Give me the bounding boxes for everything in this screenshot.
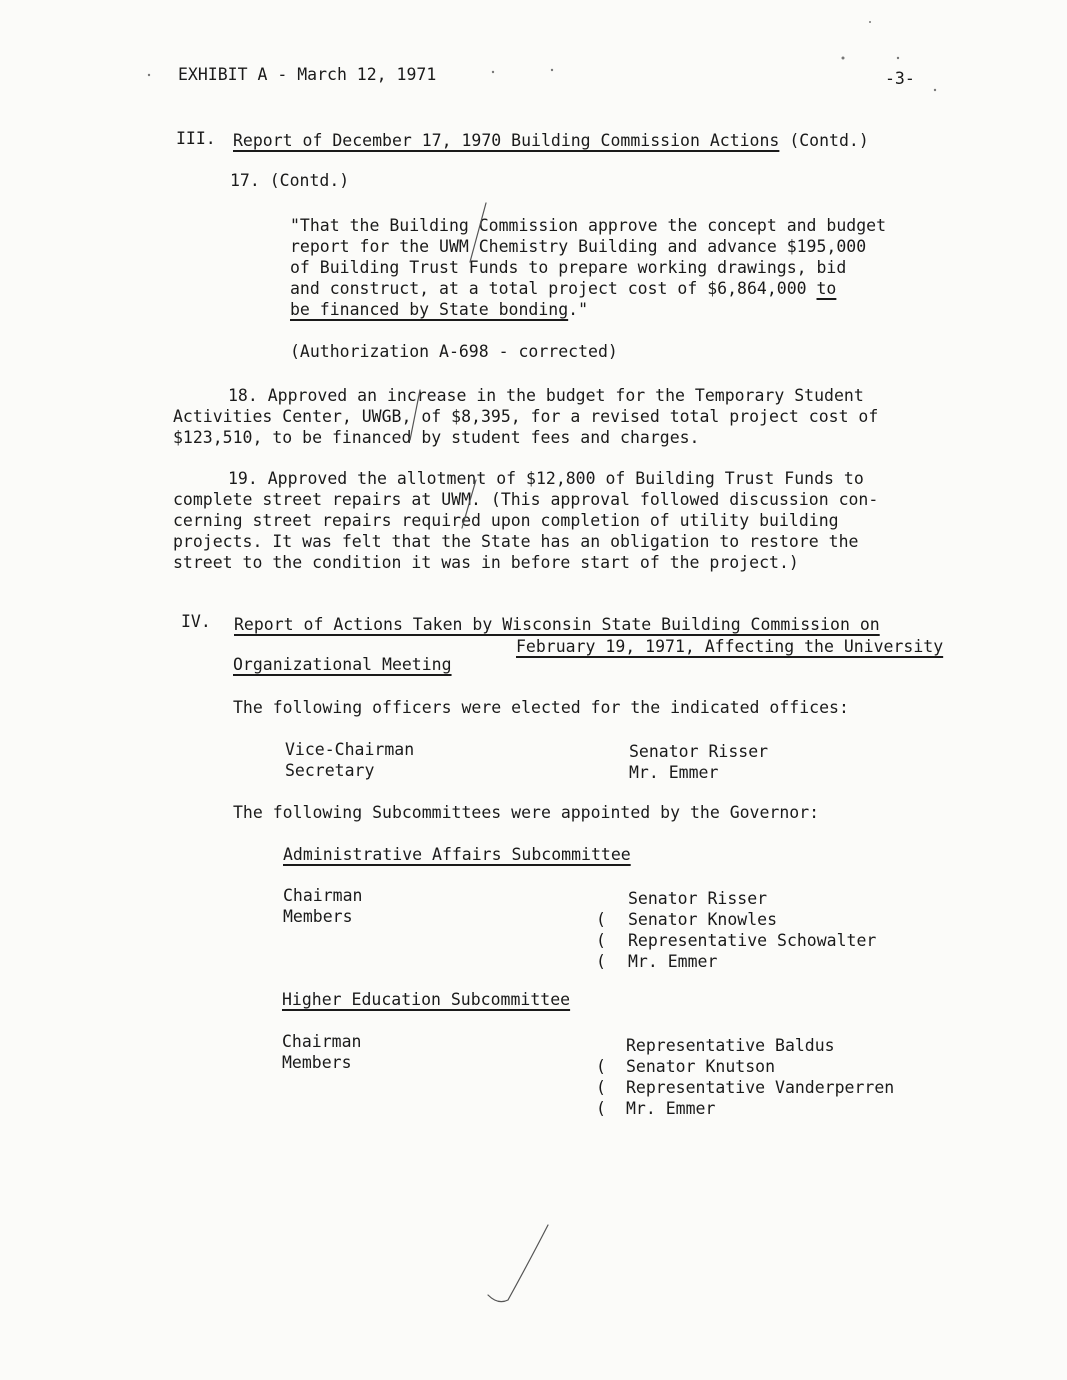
speck (492, 71, 494, 73)
admin-subcommittee-title: Administrative Affairs Subcommittee (283, 845, 631, 864)
item-17-quote-line: report for the UWM Chemistry Building and advance $195,000 (290, 237, 867, 256)
subcommittees-intro: The following Subcommittees were appointed by the Governor: (233, 803, 820, 822)
item-19-line: projects. It was felt that the State has an obligation to restore the (173, 532, 859, 551)
member-bracket: ( (596, 910, 606, 929)
item-18-line: $123,510, to be financed by student fees and charges. (173, 428, 700, 447)
item-19-line: street to the condition it was in before start of the project.) (173, 553, 799, 572)
member-bracket: ( (596, 931, 606, 950)
member-bracket: ( (596, 1099, 606, 1118)
officer-name: Senator Risser (629, 742, 769, 761)
section-3-title-text: Report of December 17, 1970 Building Commission Actions (233, 131, 780, 150)
item-17-quote-underlined-to: to (816, 279, 837, 298)
member-bracket: ( (596, 952, 606, 971)
item-17-authorization: (Authorization A-698 - corrected) (290, 342, 618, 361)
page-number: -3- (885, 69, 915, 88)
section-4-title-line1: Report of Actions Taken by Wisconsin State Building Commission on (234, 615, 880, 634)
item-17-quote-end: ." (568, 300, 589, 319)
officer-office: Vice-Chairman (285, 740, 415, 759)
member-bracket: ( (596, 1078, 606, 1097)
item-18-line: 18. Approved an increase in the budget for the Temporary Student (228, 386, 864, 405)
higher-ed-subcommittee-title: Higher Education Subcommittee (282, 990, 571, 1009)
item-18-line: Activities Center, UWGB, of $8,395, for a revised total project cost of (173, 407, 879, 426)
speck (869, 21, 871, 23)
item-17-quote-line: "That the Building Commission approve the concept and budget (290, 216, 887, 235)
check-mark (488, 1225, 548, 1302)
item-19-line: 19. Approved the allotment of $12,800 of Building Trust Funds to (228, 469, 864, 488)
admin-chairman-label: Chairman (283, 886, 363, 905)
exhibit-header: EXHIBIT A - March 12, 1971 (178, 65, 437, 84)
section-4-subtitle: Organizational Meeting (233, 655, 452, 674)
speck (842, 57, 845, 60)
higher-ed-chairman-label: Chairman (282, 1032, 362, 1051)
section-3-title-suffix: (Contd.) (789, 131, 869, 150)
item-17-label: 17. (Contd.) (230, 171, 350, 190)
higher-ed-member-name: Senator Knutson (626, 1057, 776, 1076)
officers-intro: The following officers were elected for the indicated offices: (233, 698, 849, 717)
higher-ed-chairman-name: Representative Baldus (626, 1036, 835, 1055)
section-3-numeral: III. (176, 129, 216, 148)
officer-name: Mr. Emmer (629, 763, 719, 782)
higher-ed-member-name: Mr. Emmer (626, 1099, 716, 1118)
member-bracket: ( (596, 1057, 606, 1076)
section-4-title-line2: February 19, 1971, Affecting the University (516, 637, 944, 656)
item-17-quote-underlined-financing: be financed by State bonding (290, 300, 569, 319)
pen-slash-mark (470, 203, 486, 262)
speck (897, 57, 899, 59)
higher-ed-member-name: Representative Vanderperren (626, 1078, 895, 1097)
admin-chairman-name: Senator Risser (628, 889, 768, 908)
admin-members-label: Members (283, 907, 353, 926)
speck (148, 74, 150, 76)
item-17-quote-line-text: and construct, at a total project cost of $6,864,000 (290, 279, 807, 298)
item-17-quote-line: of Building Trust Funds to prepare working drawings, bid (290, 258, 847, 277)
admin-member-name: Senator Knowles (628, 910, 778, 929)
pen-slash-mark (410, 390, 420, 440)
officer-office: Secretary (285, 761, 375, 780)
section-4-numeral: IV. (181, 612, 211, 631)
higher-ed-members-label: Members (282, 1053, 352, 1072)
speck (934, 89, 936, 91)
admin-member-name: Mr. Emmer (628, 952, 718, 971)
item-19-line: cerning street repairs required upon completion of utility building (173, 511, 839, 530)
pen-slash-mark (462, 480, 476, 528)
item-19-line: complete street repairs at UWM. (This approval followed discussion con- (173, 490, 879, 509)
admin-member-name: Representative Schowalter (628, 931, 877, 950)
speck (551, 69, 553, 71)
